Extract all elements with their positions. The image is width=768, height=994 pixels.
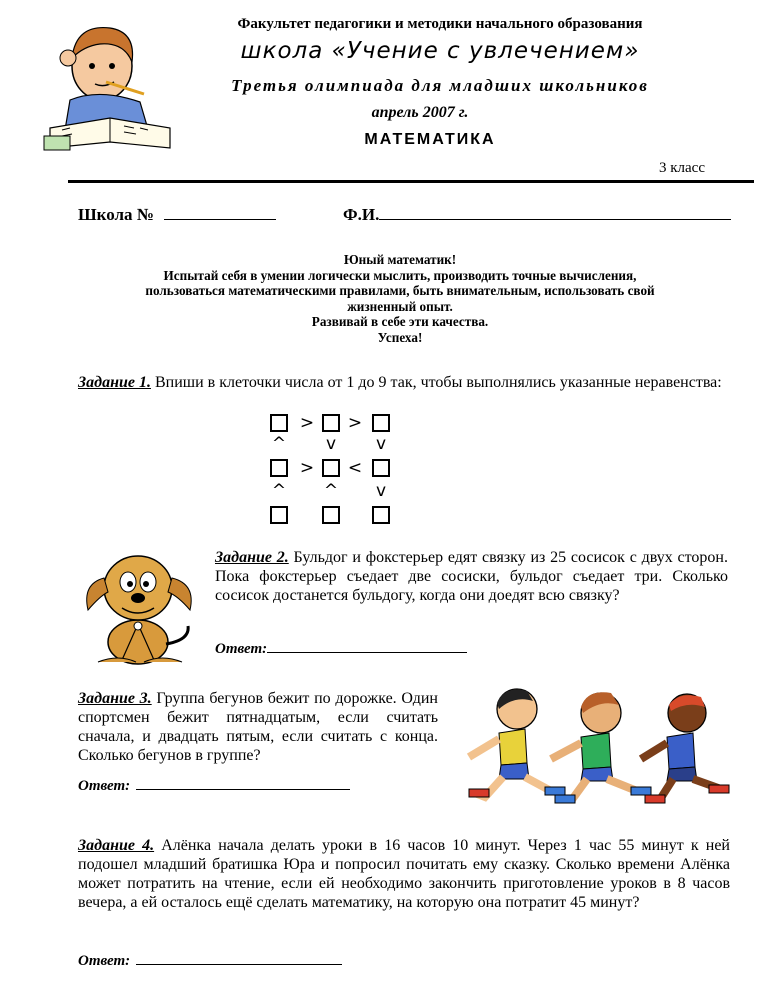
motto — [90, 252, 710, 346]
inequality-sign: > — [347, 413, 363, 433]
name-blank[interactable] — [379, 219, 731, 220]
grid-cell[interactable] — [322, 459, 340, 477]
task-3 — [78, 689, 438, 765]
grid-cell[interactable] — [270, 459, 288, 477]
runners-illustration — [455, 683, 735, 813]
grid-cell[interactable] — [372, 459, 390, 477]
inequality-sign: v — [325, 434, 337, 454]
inequality-sign: v — [375, 434, 387, 454]
inequality-sign: < — [347, 458, 363, 478]
motto-line: Успеха! — [377, 329, 423, 345]
grid-cell[interactable] — [372, 414, 390, 432]
task-2 — [215, 548, 728, 605]
school-number-blank[interactable] — [164, 219, 276, 220]
answer-blank[interactable] — [136, 964, 342, 965]
name-field[interactable] — [343, 205, 731, 225]
motto-line: Испытай себя в умении логически мыслить, производить точные вычисления, — [163, 267, 637, 283]
task-2-label: Задание 2. — [215, 549, 289, 566]
answer-label: Ответ: — [215, 641, 268, 657]
task-1-text: Впиши в клеточки числа от 1 до 9 так, чтобы выполнялись указанные неравенства: — [150, 374, 722, 391]
task-4-text: Алёнка начала делать уроки в 16 часов 10 минут. Через 1 час 55 минут к ней подошел младший братишка Юра и попросил почитать ему сказку. Сколько времени Алёнка может потратить на чтение, если ей необходимо закончить приготовление уроков в 8 часов вечера, а ей осталось ещё сделать математику, на которую она потратит 45 минут? — [78, 837, 730, 911]
answer-blank[interactable] — [136, 789, 350, 790]
name-label: Ф.И. — [343, 205, 380, 224]
school-title: школа «Учение с увлечением» — [240, 38, 640, 64]
grade-label: 3 класс — [659, 160, 705, 176]
grid-cell[interactable] — [270, 414, 288, 432]
inequality-sign: ^ — [271, 481, 287, 501]
grid-cell[interactable] — [372, 506, 390, 524]
dog-illustration — [78, 544, 203, 669]
boy-reading-illustration — [40, 18, 180, 158]
task-2-answer[interactable] — [215, 641, 467, 658]
header-divider — [68, 180, 754, 183]
inequality-sign: > — [299, 413, 315, 433]
subject-title: МАТЕМАТИКА — [364, 131, 496, 148]
task-4 — [78, 836, 730, 912]
olympiad-title: Третья олимпиада для младших школьников — [231, 76, 649, 95]
task-3-text: Группа бегунов бежит по дорожке. Один спортсмен бежит пятнадцатым, если считать сначала, и двадцать пятым, если считать с конца. Сколько бегунов в группе? — [78, 690, 438, 764]
inequality-sign: v — [375, 481, 387, 501]
olympiad-date: апрель 2007 г. — [371, 104, 469, 121]
inequality-sign: ^ — [271, 434, 287, 454]
school-number-label: Школа № — [78, 205, 154, 224]
grid-cell[interactable] — [270, 506, 288, 524]
task-3-answer[interactable] — [78, 778, 350, 795]
task-1-label: Задание 1. — [78, 374, 151, 391]
motto-line: пользоваться математическими правилами, быть внимательным, использовать свой — [145, 283, 655, 299]
task-1 — [78, 373, 728, 392]
motto-line: жизненный опыт. — [347, 298, 453, 314]
task-3-label: Задание 3. — [78, 690, 152, 707]
grid-cell[interactable] — [322, 506, 340, 524]
answer-blank[interactable] — [267, 652, 467, 653]
grid-cell[interactable] — [322, 414, 340, 432]
inequality-grid — [270, 414, 400, 526]
inequality-sign: ^ — [323, 481, 339, 501]
school-number-field[interactable] — [78, 205, 276, 225]
task-2-text: Бульдог и фокстерьер едят связку из 25 сосисок с двух сторон. Пока фокстерьер съедает две сосиски, бульдог съедает три. Сколько сосисок достанется бульдогу, когда они доедят всю связку? — [215, 549, 728, 604]
task-4-answer[interactable] — [78, 953, 342, 970]
task-4-label: Задание 4. — [78, 837, 155, 854]
motto-line: Юный математик! — [343, 252, 457, 267]
motto-line: Развивай в себе эти качества. — [311, 314, 489, 330]
answer-label: Ответ: — [78, 778, 131, 794]
answer-label: Ответ: — [78, 953, 131, 969]
inequality-sign: > — [299, 458, 315, 478]
faculty-name: Факультет педагогики и методики начального образования — [237, 16, 643, 32]
